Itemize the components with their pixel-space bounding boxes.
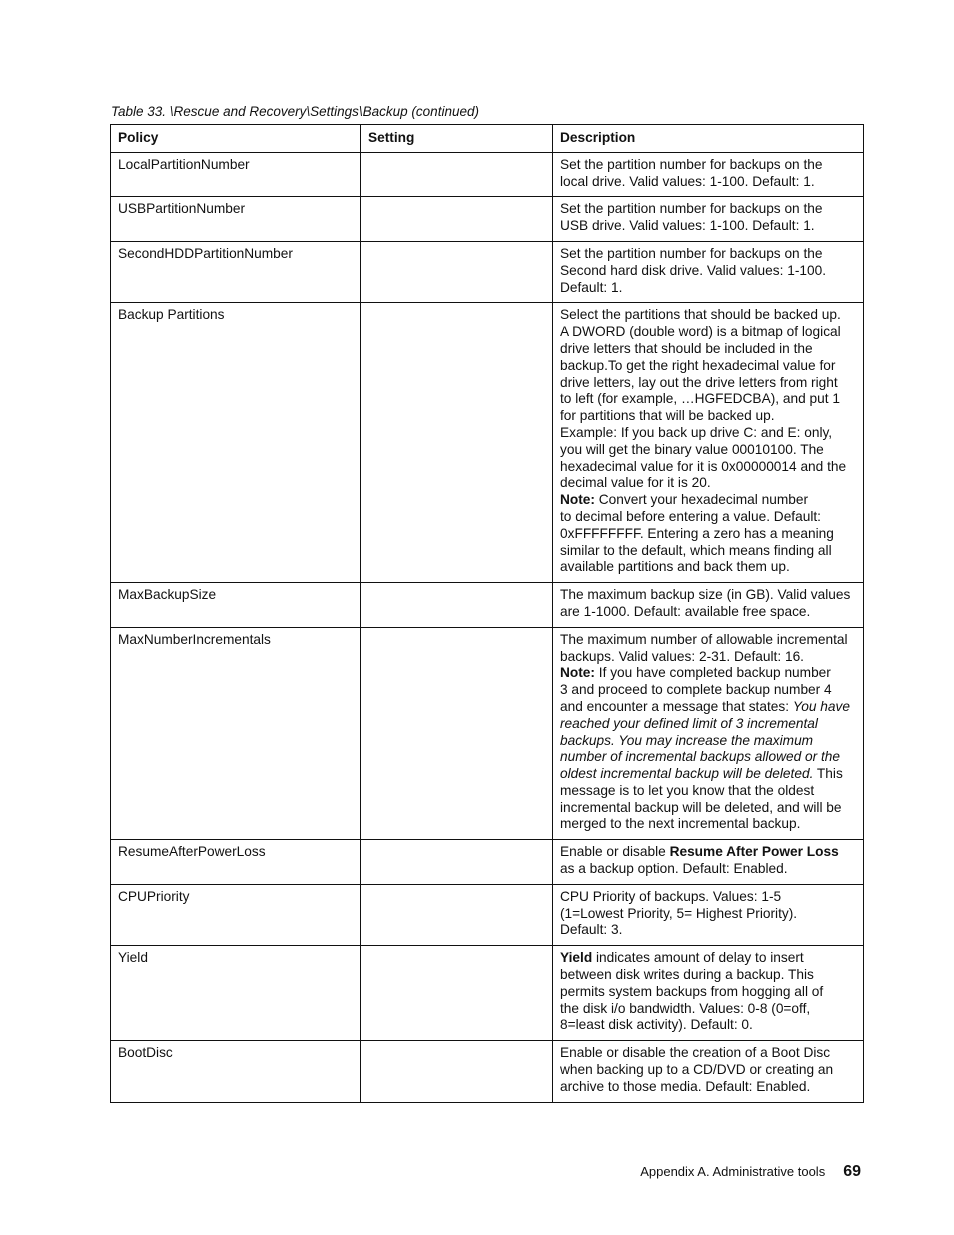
description-text: when backing up to a CD/DVD or creating an xyxy=(560,1062,834,1078)
description-text: Set the partition number for backups on the xyxy=(560,201,823,217)
description-text: indicates amount of delay to insert xyxy=(592,950,804,966)
description-line xyxy=(560,492,857,509)
setting-cell xyxy=(361,884,553,945)
description-line xyxy=(560,861,857,878)
description-text: (1=Lowest Priority, 5= Highest Priority). xyxy=(560,905,798,921)
description-line xyxy=(560,967,857,984)
table-caption: Table 33. \Rescue and Recovery\Settings\Backup (continued) xyxy=(111,104,479,119)
policy-cell: MaxNumberIncrementals xyxy=(111,627,361,840)
description-line xyxy=(560,358,857,375)
description-line xyxy=(560,263,857,280)
description-text: Set the partition number for backups on the xyxy=(560,156,823,172)
description-text: Default: 1. xyxy=(560,279,623,295)
description-text: between disk writes during a backup. This xyxy=(560,967,814,983)
description-line xyxy=(560,391,857,408)
header-policy: Policy xyxy=(111,125,361,153)
header-description: Description xyxy=(553,125,864,153)
description-text: 0xFFFFFFFF. Entering a zero has a meaning xyxy=(560,525,834,541)
description-text: to decimal before entering a value. Default: xyxy=(560,508,821,524)
description-line xyxy=(560,543,857,560)
description-text: Set the partition number for backups on the xyxy=(560,245,823,261)
description-text: local drive. Valid values: 1-100. Default: 1. xyxy=(560,173,815,189)
description-line xyxy=(560,844,857,861)
description-text: available partitions and back them up. xyxy=(560,559,790,575)
description-line xyxy=(560,280,857,297)
policy-cell: BootDisc xyxy=(111,1041,361,1102)
description-text: Convert your hexadecimal number xyxy=(594,492,809,508)
description-line xyxy=(560,783,857,800)
italic-text: You have xyxy=(792,698,850,714)
description-line xyxy=(560,246,857,263)
table-row xyxy=(111,1041,864,1102)
table-row xyxy=(111,303,864,583)
description-text: as a backup option. Default: Enabled. xyxy=(560,861,788,877)
description-line xyxy=(560,442,857,459)
page-number: 69 xyxy=(843,1163,861,1180)
description-line xyxy=(560,749,857,766)
table-row xyxy=(111,627,864,840)
description-text: merged to the next incremental backup. xyxy=(560,816,801,832)
description-cell xyxy=(553,627,864,840)
policy-cell: SecondHDDPartitionNumber xyxy=(111,241,361,302)
description-text: USB drive. Valid values: 1-100. Default: 1. xyxy=(560,218,815,234)
description-line xyxy=(560,766,857,783)
description-cell xyxy=(553,241,864,302)
description-line xyxy=(560,559,857,576)
description-line xyxy=(560,1045,857,1062)
table-header-row xyxy=(111,125,864,153)
description-text: permits system backups from hogging all of xyxy=(560,983,824,999)
table-row xyxy=(111,583,864,628)
description-text: A DWORD (double word) is a bitmap of logical xyxy=(560,324,841,340)
italic-text: number of incremental backups allowed or the xyxy=(560,749,840,765)
setting-cell xyxy=(361,197,553,242)
description-cell xyxy=(553,946,864,1041)
policy-cell: ResumeAfterPowerLoss xyxy=(111,840,361,885)
setting-cell xyxy=(361,840,553,885)
description-text: Enable or disable the creation of a Boot Disc xyxy=(560,1045,831,1061)
bold-text: Note: xyxy=(560,492,595,508)
setting-cell xyxy=(361,1041,553,1102)
policy-cell: Yield xyxy=(111,946,361,1041)
description-line xyxy=(560,604,857,621)
description-line xyxy=(560,201,857,218)
description-text: Select the partitions that should be backed up. xyxy=(560,307,841,323)
description-text: hexadecimal value for it is 0x00000014 and the xyxy=(560,458,847,474)
description-text: Default: 3. xyxy=(560,922,623,938)
description-text: If you have completed backup number xyxy=(594,665,831,681)
setting-cell xyxy=(361,303,553,583)
description-line xyxy=(560,157,857,174)
description-line xyxy=(560,889,857,906)
description-text: Example: If you back up drive C: and E: only, xyxy=(560,424,833,440)
description-line xyxy=(560,459,857,476)
description-line xyxy=(560,174,857,191)
description-text: backup.To get the right hexadecimal value for xyxy=(560,357,836,373)
description-line xyxy=(560,324,857,341)
table-row xyxy=(111,197,864,242)
policy-cell: MaxBackupSize xyxy=(111,583,361,628)
description-text: similar to the default, which means finding all xyxy=(560,542,832,558)
description-line xyxy=(560,733,857,750)
description-text: drive letters, lay out the drive letters from right xyxy=(560,374,838,390)
description-cell xyxy=(553,303,864,583)
description-line xyxy=(560,1079,857,1096)
setting-cell xyxy=(361,946,553,1041)
description-line xyxy=(560,526,857,543)
table-row xyxy=(111,241,864,302)
description-line xyxy=(560,800,857,817)
description-line xyxy=(560,665,857,682)
policy-cell: CPUPriority xyxy=(111,884,361,945)
description-text: decimal value for it is 20. xyxy=(560,475,711,491)
description-text: and encounter a message that states: xyxy=(560,698,793,714)
footer-section-title: Appendix A. Administrative tools xyxy=(640,1164,826,1179)
backup-settings-table xyxy=(110,124,864,1103)
description-line xyxy=(560,922,857,939)
description-line xyxy=(560,341,857,358)
description-line xyxy=(560,632,857,649)
setting-cell xyxy=(361,241,553,302)
description-line xyxy=(560,587,857,604)
setting-cell xyxy=(361,583,553,628)
description-line xyxy=(560,425,857,442)
description-line xyxy=(560,699,857,716)
description-text: Enable or disable xyxy=(560,844,670,860)
description-cell xyxy=(553,152,864,197)
bold-text: Note: xyxy=(560,665,595,681)
italic-text: backups. You may increase the maximum xyxy=(560,732,814,748)
description-text: message is to let you know that the oldest xyxy=(560,782,815,798)
description-line xyxy=(560,375,857,392)
policy-cell: USBPartitionNumber xyxy=(111,197,361,242)
policy-cell: LocalPartitionNumber xyxy=(111,152,361,197)
table-row xyxy=(111,884,864,945)
description-text: you will get the binary value 00010100. The xyxy=(560,441,824,457)
description-line xyxy=(560,1062,857,1079)
description-line xyxy=(560,1001,857,1018)
italic-text: oldest incremental backup will be deleted. xyxy=(560,766,814,782)
description-text: to left (for example, …HGFEDCBA), and put 1 xyxy=(560,391,840,407)
header-setting: Setting xyxy=(361,125,553,153)
description-text: backups. Valid values: 2-31. Default: 16. xyxy=(560,648,804,664)
description-line xyxy=(560,1017,857,1034)
description-line xyxy=(560,716,857,733)
description-line xyxy=(560,218,857,235)
description-cell xyxy=(553,840,864,885)
setting-cell xyxy=(361,627,553,840)
table-row xyxy=(111,152,864,197)
description-line xyxy=(560,682,857,699)
bold-text: Resume After Power Loss xyxy=(669,844,839,860)
page-footer xyxy=(640,1163,861,1181)
description-line xyxy=(560,950,857,967)
description-line xyxy=(560,906,857,923)
description-line xyxy=(560,509,857,526)
description-cell xyxy=(553,884,864,945)
description-line xyxy=(560,475,857,492)
description-cell xyxy=(553,1041,864,1102)
description-line xyxy=(560,649,857,666)
description-text: CPU Priority of backups. Values: 1-5 xyxy=(560,888,782,904)
description-text: The maximum backup size (in GB). Valid values xyxy=(560,587,851,603)
description-text: drive letters that should be included in the xyxy=(560,340,813,356)
description-line xyxy=(560,984,857,1001)
description-text: Second hard disk drive. Valid values: 1-100. xyxy=(560,262,827,278)
description-text: This xyxy=(813,766,843,782)
description-text: incremental backup will be deleted, and will be xyxy=(560,799,842,815)
description-text: archive to those media. Default: Enabled. xyxy=(560,1078,811,1094)
description-text: are 1-1000. Default: available free space. xyxy=(560,603,811,619)
description-line xyxy=(560,408,857,425)
table-row xyxy=(111,946,864,1041)
description-text: for partitions that will be backed up. xyxy=(560,408,775,424)
table-body xyxy=(111,152,864,1102)
description-cell xyxy=(553,197,864,242)
description-line xyxy=(560,307,857,324)
bold-text: Yield xyxy=(560,950,593,966)
description-cell xyxy=(553,583,864,628)
description-line xyxy=(560,816,857,833)
description-text: 3 and proceed to complete backup number 4 xyxy=(560,682,832,698)
description-text: the disk i/o bandwidth. Values: 0-8 (0=off, xyxy=(560,1000,811,1016)
policy-cell: Backup Partitions xyxy=(111,303,361,583)
description-text: The maximum number of allowable incremental xyxy=(560,631,848,647)
italic-text: reached your defined limit of 3 incremental xyxy=(560,715,818,731)
table-row xyxy=(111,840,864,885)
description-text: 8=least disk activity). Default: 0. xyxy=(560,1017,753,1033)
setting-cell xyxy=(361,152,553,197)
